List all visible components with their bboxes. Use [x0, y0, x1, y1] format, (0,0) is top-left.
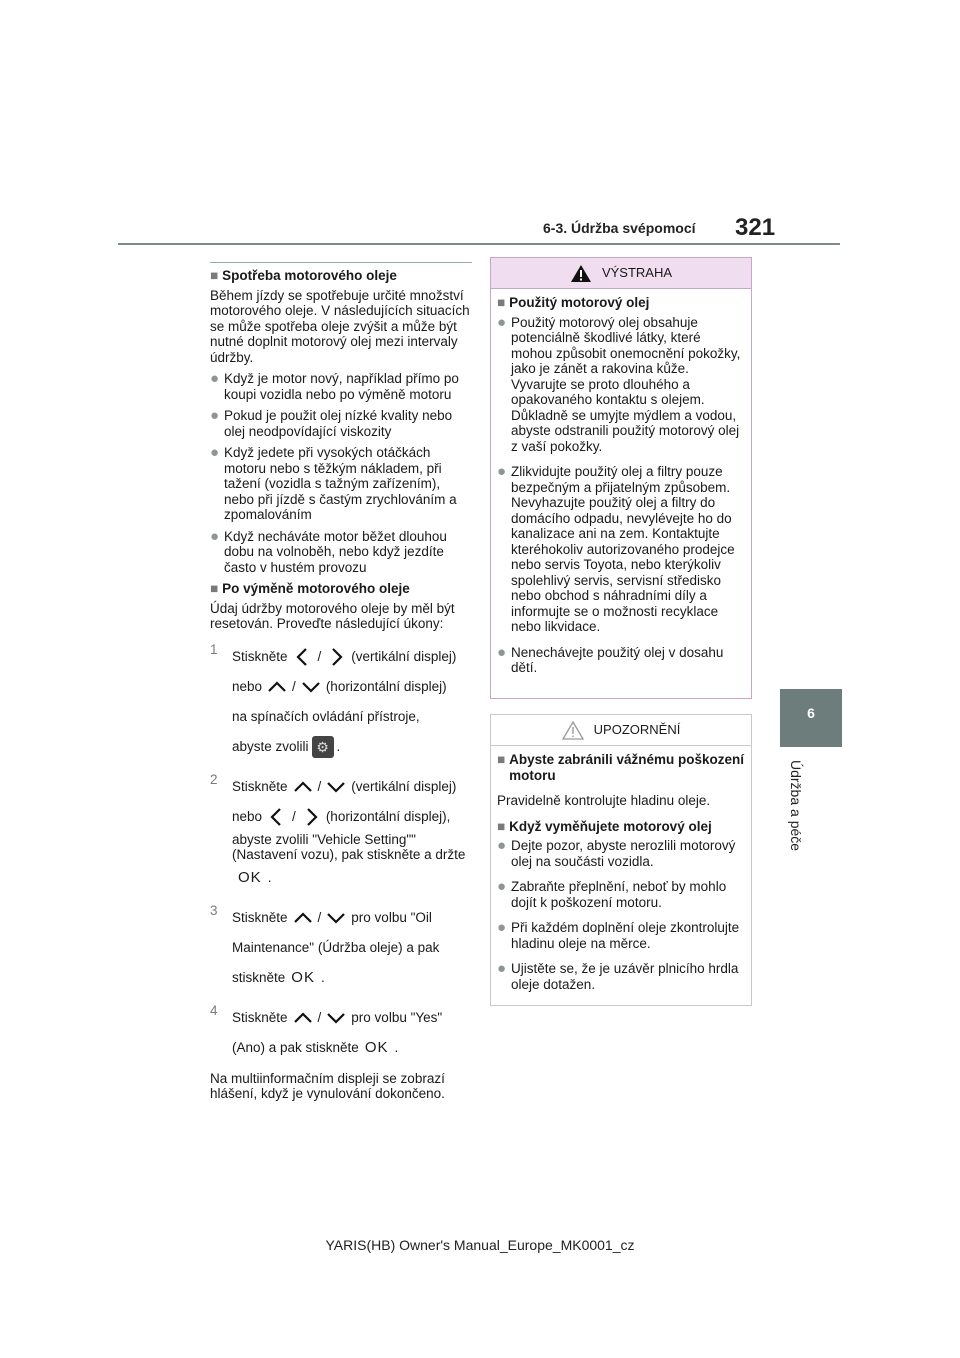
square-bullet-icon: ■ — [210, 268, 219, 283]
round-bullet-icon: ● — [497, 463, 507, 480]
ok-button-icon: OK — [364, 1038, 389, 1056]
list-item: ● Ujistěte se, že je uzávěr plnicího hrdla oleje dotažen. — [497, 960, 739, 992]
chapter-tab[interactable]: 6 — [780, 689, 842, 747]
paragraph: Pravidelně kontrolujte hladinu oleje. — [497, 793, 711, 808]
step-number: 1 — [210, 641, 218, 657]
notice-header — [491, 715, 751, 746]
round-bullet-icon: ● — [210, 444, 220, 461]
step-number: 3 — [210, 902, 218, 918]
warning-heading: ■ Použitý motorový olej — [497, 295, 650, 310]
list-item: ● Když je motor nový, například přímo po koupi vozidla nebo po výměně motoru — [210, 370, 459, 402]
column-rule — [210, 262, 472, 263]
list-item: ● Když necháváte motor běžet dlouhou dobu na volnoběh, nebo když jezdíte často v hustém provozu — [210, 527, 447, 575]
round-bullet-icon: ● — [210, 370, 220, 387]
square-bullet-icon: ■ — [497, 295, 506, 310]
closing-paragraph: Na multiinformačním displeji se zobrazí hlášení, když je vynulování dokončeno. — [210, 1070, 445, 1101]
left-column — [210, 262, 472, 1108]
list-item: ● Když jedete při vysokých otáčkách motoru nebo s těžkým nákladem, při tažení (vozidla s tažným zařízením), nebo při jízdě s častým zrychlováním a zpomalováním — [210, 444, 457, 522]
settings-gear-icon: ⚙ — [312, 736, 334, 758]
heading-oil-consumption: ■ Spotřeba motorového oleje — [210, 268, 397, 283]
list-item: ● Zabraňte přeplnění, neboť by mohlo dojít k poškození motoru. — [497, 878, 727, 910]
list-item: ● Použitý motorový olej obsahuje potenciálně škodlivé látky, které mohou způsobit onemocnění pokožky, jako je zánět a rakovina kůže. Vyvarujte se proto dlouhého a opakovaného kontaktu s olejem. Důkladně se umyjte mýdlem a vodou, abyste odstranili použitý motorový olej z vaší pokožky. — [497, 313, 741, 454]
chevron-down-icon — [325, 1007, 347, 1029]
list-item: ● Nenechávejte použitý olej v dosahu dětí. — [497, 643, 724, 675]
chevron-left-icon — [292, 646, 314, 668]
chevron-down-icon — [325, 907, 347, 929]
list-item: ● Dejte pozor, abyste nerozlili motorový olej na součásti vozidla. — [497, 837, 736, 869]
section-title: 6-3. Údržba svépomocí — [543, 220, 696, 236]
list-item: ● Zlikvidujte použitý olej a filtry pouze bezpečným a přijatelným způsobem. Nevyhazujte použitý olej a filtry do domácího odpadu, nevylévejte ho do kanalizace ani na zem. Kontaktujte kteréhokoliv autorizovaného prodejce nebo servis Toyota, nebo kterýkoliv spolehlivý servis, servisní středisko nebo obchod s náhradními díly a informujte se o možnosti recyklace nebo likvidace. — [497, 463, 735, 634]
page-number: 321 — [735, 214, 776, 241]
chevron-up-icon — [292, 907, 314, 929]
chevron-right-icon — [325, 646, 347, 668]
ok-button-icon: OK — [238, 868, 262, 886]
notice-box — [490, 714, 752, 1006]
chevron-up-icon — [292, 1007, 314, 1029]
round-bullet-icon: ● — [210, 527, 220, 545]
chevron-down-icon — [300, 676, 322, 698]
round-bullet-icon: ● — [210, 407, 220, 424]
warning-box — [490, 257, 752, 699]
ok-button-icon: OK — [291, 968, 315, 986]
step-number: 4 — [210, 1002, 218, 1018]
round-bullet-icon: ● — [497, 837, 507, 854]
chevron-up-icon — [266, 676, 288, 698]
chevron-right-icon — [300, 806, 322, 828]
chevron-down-icon — [325, 776, 347, 798]
heading-after-oil-change: ■ Po výměně motorového oleje — [210, 581, 410, 596]
chapter-title: Údržba a péče — [788, 760, 804, 852]
warning-triangle-icon — [570, 264, 592, 283]
step-2: 2 Stiskněte / (vertikální displej) nebo / (horizontální displej), abyste zvolili "Vehicle Setting"" (Nastavení vozu), pak stiskněte a držte OK . — [210, 772, 472, 893]
square-bullet-icon: ■ — [497, 752, 506, 767]
chevron-left-icon — [266, 806, 288, 828]
notice-triangle-icon — [562, 721, 584, 740]
step-4: 4 Stiskněte / pro volbu "Yes" (Ano) a pak stiskněte OK . — [210, 1003, 472, 1063]
step-1: 1 Stiskněte / (vertikální displej) nebo / (horizontální displej) na spínačích ovládání přístroje, abyste zvolili ⚙ . — [210, 642, 472, 762]
list-item: ● Pokud je použit olej nízké kvality nebo olej neodpovídající viskozity — [210, 407, 453, 439]
warning-title: VÝSTRAHA — [601, 265, 673, 281]
list-item: ● Při každém doplnění oleje zkontrolujte hladinu oleje na měrce. — [497, 919, 740, 951]
page-footer: YARIS(HB) Owner's Manual_Europe_MK0001_cz — [325, 1237, 635, 1253]
round-bullet-icon: ● — [497, 643, 507, 661]
paragraph: Během jízdy se spotřebuje určité množství motorového oleje. V následujících situacích se může spotřeba oleje zvýšit a může být nutné doplnit motorový olej mezi intervaly údržby. — [210, 287, 470, 365]
round-bullet-icon: ● — [497, 313, 507, 331]
warning-header — [491, 258, 751, 289]
square-bullet-icon: ■ — [210, 581, 219, 596]
paragraph: Údaj údržby motorového oleje by měl být resetován. Proveďte následující úkony: — [210, 600, 455, 631]
chevron-up-icon — [292, 776, 314, 798]
notice-title: UPOZORNĚNÍ — [593, 722, 681, 738]
round-bullet-icon: ● — [497, 960, 507, 977]
step-3: 3 Stiskněte / pro volbu "Oil Maintenance" (Údržba oleje) a pak stiskněte OK . — [210, 903, 472, 993]
round-bullet-icon: ● — [497, 878, 507, 895]
notice-heading: ■ Abyste zabránili vážnému poškození motoru — [497, 752, 744, 783]
notice-heading: ■ Když vyměňujete motorový olej — [497, 818, 712, 834]
header-rule — [118, 243, 840, 245]
step-number: 2 — [210, 771, 218, 787]
round-bullet-icon: ● — [497, 919, 507, 936]
square-bullet-icon: ■ — [497, 818, 506, 834]
